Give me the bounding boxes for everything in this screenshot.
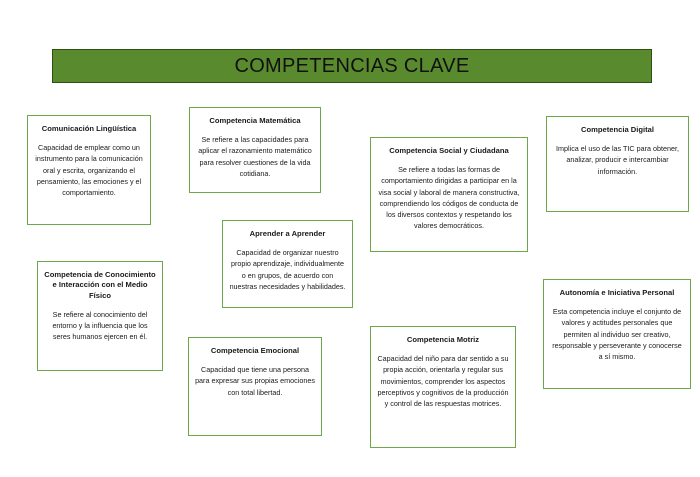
card-text: Capacidad de organizar nuestro propio aprendizaje, individualmente o en grupos, de acuerdo con nuestras necesidades y habilidades. xyxy=(229,248,346,291)
card-text: Se refiere a todas las formas de comportamiento dirigidas a participar en la visa social y laboral de manera constructiva, comprendiendo los códigos de conducta de los diversos contextos y respetando los valores democráticos. xyxy=(378,165,520,231)
card-title: Aprender a Aprender xyxy=(249,229,326,238)
card-competencia-matematica xyxy=(189,107,321,193)
card-title: Competencia Digital xyxy=(581,125,654,134)
card-title: Competencia Social y Ciudadana xyxy=(389,146,509,155)
card-title: Comunicación Lingüística xyxy=(41,124,137,133)
card-text: Esta competencia incluye el conjunto de valores y actitudes personales que permiten al individuo ser creativo, responsable y perseverante y conocerse a sí mismo. xyxy=(552,307,682,361)
title-banner xyxy=(52,49,652,83)
card-text: Implica el uso de las TIC para obtener, analizar, producir e intercambiar información. xyxy=(556,144,679,176)
card-autonomia-iniciativa xyxy=(543,279,691,389)
card-comunicacion-linguistica xyxy=(27,115,151,225)
card-competencia-digital xyxy=(546,116,689,212)
card-title: Competencia Emocional xyxy=(210,346,300,355)
card-title: Autonomía e Iniciativa Personal xyxy=(559,288,675,297)
card-text: Se refiere a las capacidades para aplicar el razonamiento matemático para resolver cuestiones de la vida cotidiana. xyxy=(198,135,312,178)
card-text: Capacidad del niño para dar sentido a su propia acción, orientarla y regular sus movimientos, comprender los aspectos perceptivos y cognitivos de la producción y control de las respuestas motrices. xyxy=(377,354,509,408)
card-medio-fisico xyxy=(37,261,163,371)
card-text: Capacidad que tiene una persona para expresar sus propias emociones con total libertad. xyxy=(195,365,315,397)
card-title: Competencia Motriz xyxy=(406,335,480,344)
card-competencia-social xyxy=(370,137,528,252)
card-text: Se refiere al conocimiento del entorno y la influencia que los seres humanos ejercen en él. xyxy=(52,309,148,342)
card-text: Capacidad de emplear como un instrumento para la comunicación oral y escrita, organizando el pensamiento, las emociones y el comportamiento. xyxy=(35,143,143,197)
card-aprender-a-aprender xyxy=(222,220,353,308)
card-title: Competencia de Conocimiento e Interacción con el Medio Físico xyxy=(44,270,156,300)
card-competencia-motriz xyxy=(370,326,516,448)
card-title: Competencia Matemática xyxy=(209,116,301,125)
page-title: COMPETENCIAS CLAVE xyxy=(234,54,470,77)
card-competencia-emocional xyxy=(188,337,322,436)
